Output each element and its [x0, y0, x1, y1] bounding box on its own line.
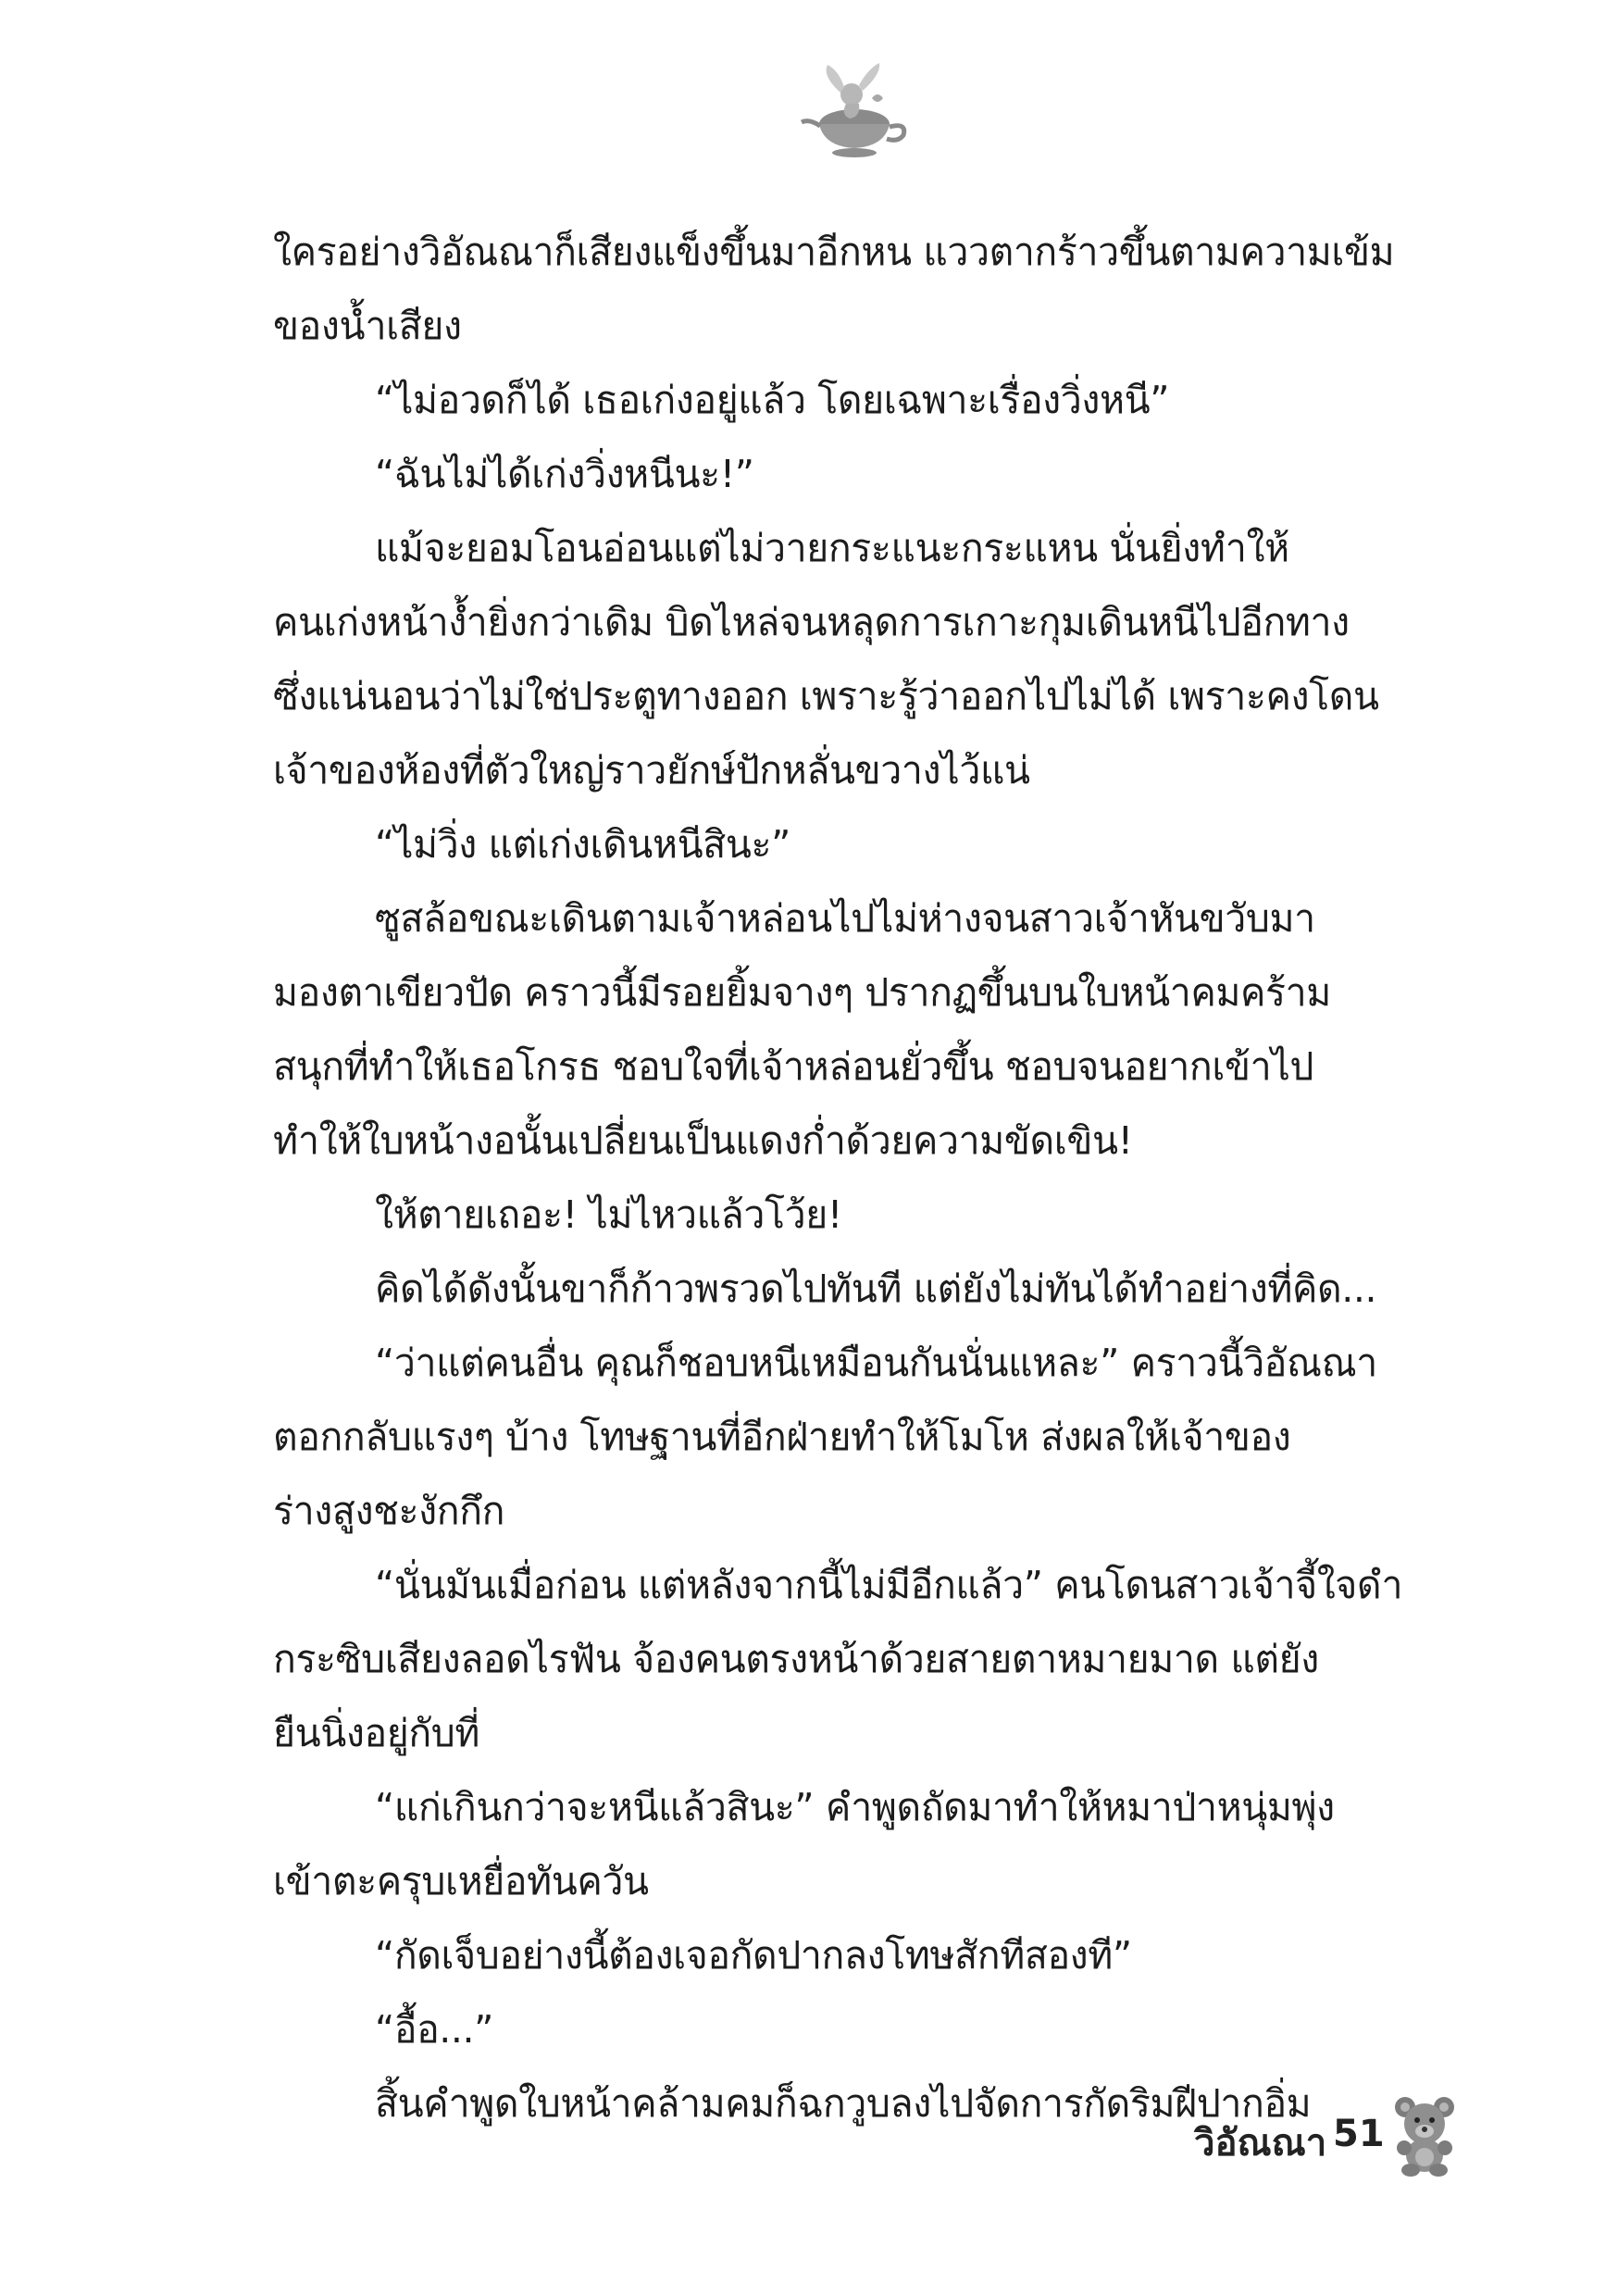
text-line: “ฉันไม่ได้เก่งวิ่งหนีนะ!” [375, 452, 754, 496]
text-line: คิดได้ดังนั้นขาก็ก้าวพรวดไปทันที แต่ยังไม่ทันได้ทำอย่างที่คิด... [375, 1267, 1377, 1311]
text-line: ยืนนิ่งอยู่กับที่ [273, 1711, 480, 1755]
text-line: แม้จะยอมโอนอ่อนแต่ไม่วายกระแนะกระแหน นั่นยิ่งทำให้ [375, 526, 1289, 570]
text-line: “ว่าแต่คนอื่น คุณก็ชอบหนีเหมือนกันนั่นแหละ” คราวนี้วิอัณณา [375, 1341, 1377, 1385]
text-line: “กัดเจ็บอย่างนี้ต้องเจอกัดปากลงโทษสักทีสองที” [375, 1933, 1132, 1978]
text-line: มองตาเขียวปัด คราวนี้มีรอยยิ้มจางๆ ปรากฏขึ้นบนใบหน้าคมคร้าม [273, 970, 1331, 1015]
teddy-bear-icon [1388, 2092, 1461, 2177]
text-line: ซูสล้อขณะเดินตามเจ้าหล่อนไปไม่ห่างจนสาวเจ้าหันขวับมา [375, 896, 1315, 941]
cupid-teacup-ornament-icon [794, 57, 915, 159]
text-line: “ไม่วิ่ง แต่เก่งเดินหนีสินะ” [375, 822, 790, 867]
text-line: “แก่เกินกว่าจะหนีแล้วสินะ” คำพูดถัดมาทำให้หมาป่าหนุ่มพุ่ง [375, 1785, 1335, 1829]
text-line: ให้ตายเถอะ! ไม่ไหวแล้วโว้ย! [375, 1192, 842, 1237]
text-line: กระซิบเสียงลอดไรฟัน จ้องคนตรงหน้าด้วยสายตาหมายมาด แต่ยัง [273, 1637, 1319, 1681]
book-title: วิอัณณา [1194, 2122, 1327, 2165]
text-line: ตอกกลับแรงๆ บ้าง โทษฐานที่อีกฝ่ายทำให้โมโห ส่งผลให้เจ้าของ [273, 1415, 1291, 1459]
page-number: 51 [1333, 2113, 1385, 2155]
text-line: ทำให้ใบหน้างอนั้นเปลี่ยนเป็นแดงก่ำด้วยความขัดเขิน! [273, 1118, 1133, 1163]
text-line: ซึ่งแน่นอนว่าไม่ใช่ประตูทางออก เพราะรู้ว่าออกไปไม่ได้ เพราะคงโดน [273, 674, 1379, 718]
text-line: ของน้ำเสียง [273, 304, 462, 348]
text-line: คนเก่งหน้างํ้ายิ่งกว่าเดิม บิดไหล่จนหลุดการเกาะกุมเดินหนีไปอีกทาง [273, 600, 1350, 644]
text-line: ใครอย่างวิอัณณาก็เสียงแข็งขึ้นมาอีกหน แววตากร้าวขึ้นตามความเข้ม [273, 230, 1395, 274]
text-line: ร่างสูงชะงักกึก [273, 1489, 505, 1533]
text-line: “อื้อ...” [375, 2007, 494, 2052]
text-line: สนุกที่ทำให้เธอโกรธ ชอบใจที่เจ้าหล่อนยั่วขึ้น ชอบจนอยากเข้าไป [273, 1044, 1314, 1089]
page-footer [1194, 2092, 1472, 2176]
text-line: สิ้นคำพูดใบหน้าคล้ามคมก็ฉกวูบลงไปจัดการกัดริมฝีปากอิ่ม [375, 2081, 1312, 2126]
text-line: เจ้าของห้องที่ตัวใหญ่ราวยักษ์ปักหลั่นขวางไว้แน่ [273, 748, 1030, 792]
text-line: “ไม่อวดก็ได้ เธอเก่งอยู่แล้ว โดยเฉพาะเรื่องวิ่งหนี” [375, 378, 1170, 422]
text-line: “นั่นมันเมื่อก่อน แต่หลังจากนี้ไม่มีอีกแล้ว” คนโดนสาวเจ้าจี้ใจดำ [375, 1563, 1403, 1607]
text-line: เข้าตะครุบเหยื่อทันควัน [273, 1859, 649, 1903]
